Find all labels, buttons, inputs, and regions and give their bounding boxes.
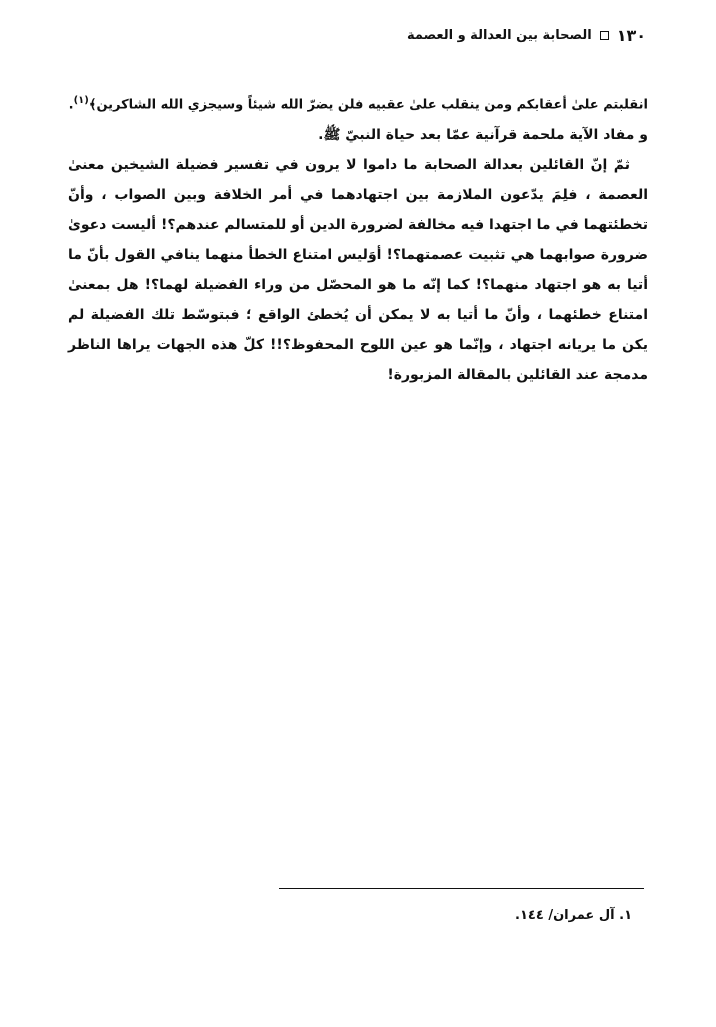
- footnote-1: [232, 908, 632, 923]
- paragraph-verse-meaning: و مفاد الآية ملحمة قرآنية عمّا بعد حياة النبيّ ﷺ.: [318, 127, 648, 144]
- quran-verse-end: .: [68, 97, 74, 113]
- quran-verse-paragraph: [68, 86, 648, 120]
- footnote-reference: (١): [73, 95, 89, 106]
- running-header: [166, 24, 646, 46]
- footnote-number: ١.: [619, 908, 632, 923]
- running-title: الصحابة بين العدالة و العصمة: [406, 27, 592, 43]
- header-separator-square: [600, 31, 609, 40]
- page-number: ١٣٠: [616, 25, 646, 45]
- footnote-divider: [279, 888, 644, 889]
- paragraph-main-argument: ثمّ إنّ القائلين بعدالة الصحابة ما داموا لا يرون في تفسير فضيلة الشيخين معنىٰ العصمة ، فلِمَ يدّعون الملازمة بين اجتهادهما في أمر الخلافة وبين الصواب ، وأنّ تخطئتهما في ما اجتهدا فيه مخالفة لضرورة الدين أو للمتسالم عندهم؟! أليست دعوىٰ ضرورة صوابهما هي تثبيت عصمتهما؟! أوَليس امتناع الخطأ منهما ينافي القول بأنّ ما أتيا به هو اجتهاد منهما؟! كما إنّه ما هو المحصّل من وراء الفضيلة لهما؟! هل بمعنىٰ امتناع خطئهما ، وأنّ ما أتيا به لا يمكن أن يُخطئ الواقع ؛ فبتوسّط تلك الفضيلة لم يكن ما يريانه اجتهاد ، وإنّما هو عين اللوح المحفوظ؟!! كلّ هذه الجهات يراها الناظر مدمجة عند القائلين بالمقالة المزبورة!: [68, 157, 648, 384]
- footnote-text: آل عمران/ ١٤٤.: [515, 908, 615, 923]
- quran-verse-text: انقلبتم علىٰ أعقابكم ومن ينقلب علىٰ عقبيه فلن يضرّ الله شيئاً وسيجزي الله الشاكرين﴾: [88, 97, 648, 113]
- body-text: [68, 86, 648, 390]
